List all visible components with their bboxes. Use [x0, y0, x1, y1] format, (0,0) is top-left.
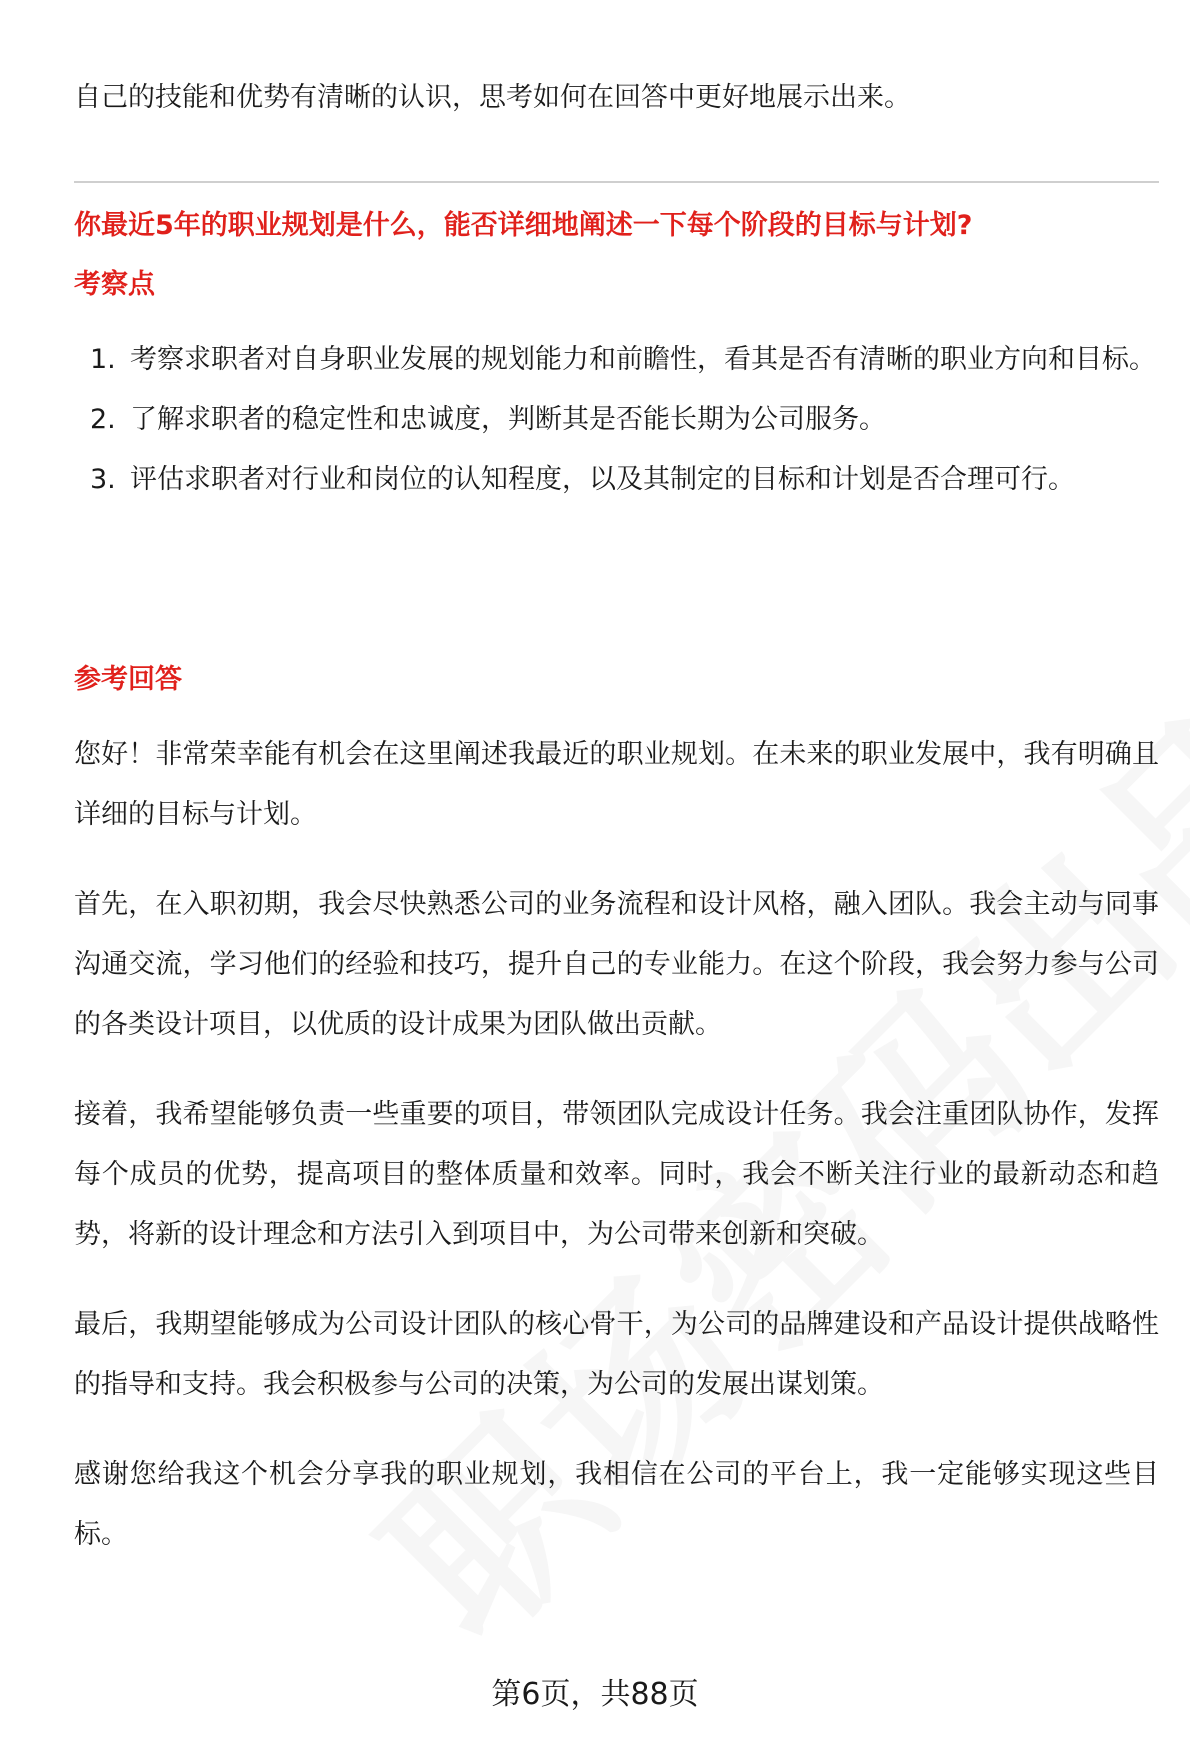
points-list	[74, 330, 1164, 510]
answer-paragraph: 感谢您给我这个机会分享我的职业规划，我相信在公司的平台上，我一定能够实现这些目标。	[74, 1459, 1159, 1550]
list-number: 2.	[90, 404, 116, 435]
list-item-text: 评估求职者对行业和岗位的认知程度，以及其制定的目标和计划是否合理可行。	[130, 464, 1075, 495]
answer-paragraph: 首先，在入职初期，我会尽快熟悉公司的业务流程和设计风格，融入团队。我会主动与同事沟通交流，学习他们的经验和技巧，提升自己的专业能力。在这个阶段，我会努力参与公司的各类设计项目，以优质的设计成果为团队做出贡献。	[74, 889, 1159, 1040]
section-divider	[74, 181, 1159, 183]
answer-paragraph: 接着，我希望能够负责一些重要的项目，带领团队完成设计任务。我会注重团队协作，发挥每个成员的优势，提高项目的整体质量和效率。同时，我会不断关注行业的最新动态和趋势，将新的设计理念和方法引入到项目中，为公司带来创新和突破。	[74, 1099, 1159, 1250]
page-number-footer: 第6页，共88页	[491, 1677, 699, 1712]
question-title: 你最近5年的职业规划是什么，能否详细地阐述一下每个阶段的目标与计划?	[74, 210, 973, 241]
list-item-text: 了解求职者的稳定性和忠诚度，判断其是否能长期为公司服务。	[130, 404, 886, 435]
points-heading: 考察点	[74, 269, 155, 300]
answer-paragraph: 您好！非常荣幸能有机会在这里阐述我最近的职业规划。在未来的职业发展中，我有明确且详细的目标与计划。	[74, 739, 1159, 830]
list-number: 3.	[90, 464, 116, 495]
list-number: 1.	[90, 344, 116, 375]
list-item	[74, 450, 1164, 510]
list-item	[74, 330, 1164, 390]
answer-body	[74, 725, 1159, 1595]
answer-heading: 参考回答	[74, 664, 182, 695]
answer-paragraph: 最后，我期望能够成为公司设计团队的核心骨干，为公司的品牌建设和产品设计提供战略性的指导和支持。我会积极参与公司的决策，为公司的发展出谋划策。	[74, 1309, 1159, 1400]
list-item	[74, 390, 1164, 450]
intro-paragraph: 自己的技能和优势有清晰的认识，思考如何在回答中更好地展示出来。	[74, 82, 911, 113]
list-item-text: 考察求职者对自身职业发展的规划能力和前瞻性，看其是否有清晰的职业方向和目标。	[130, 344, 1156, 375]
